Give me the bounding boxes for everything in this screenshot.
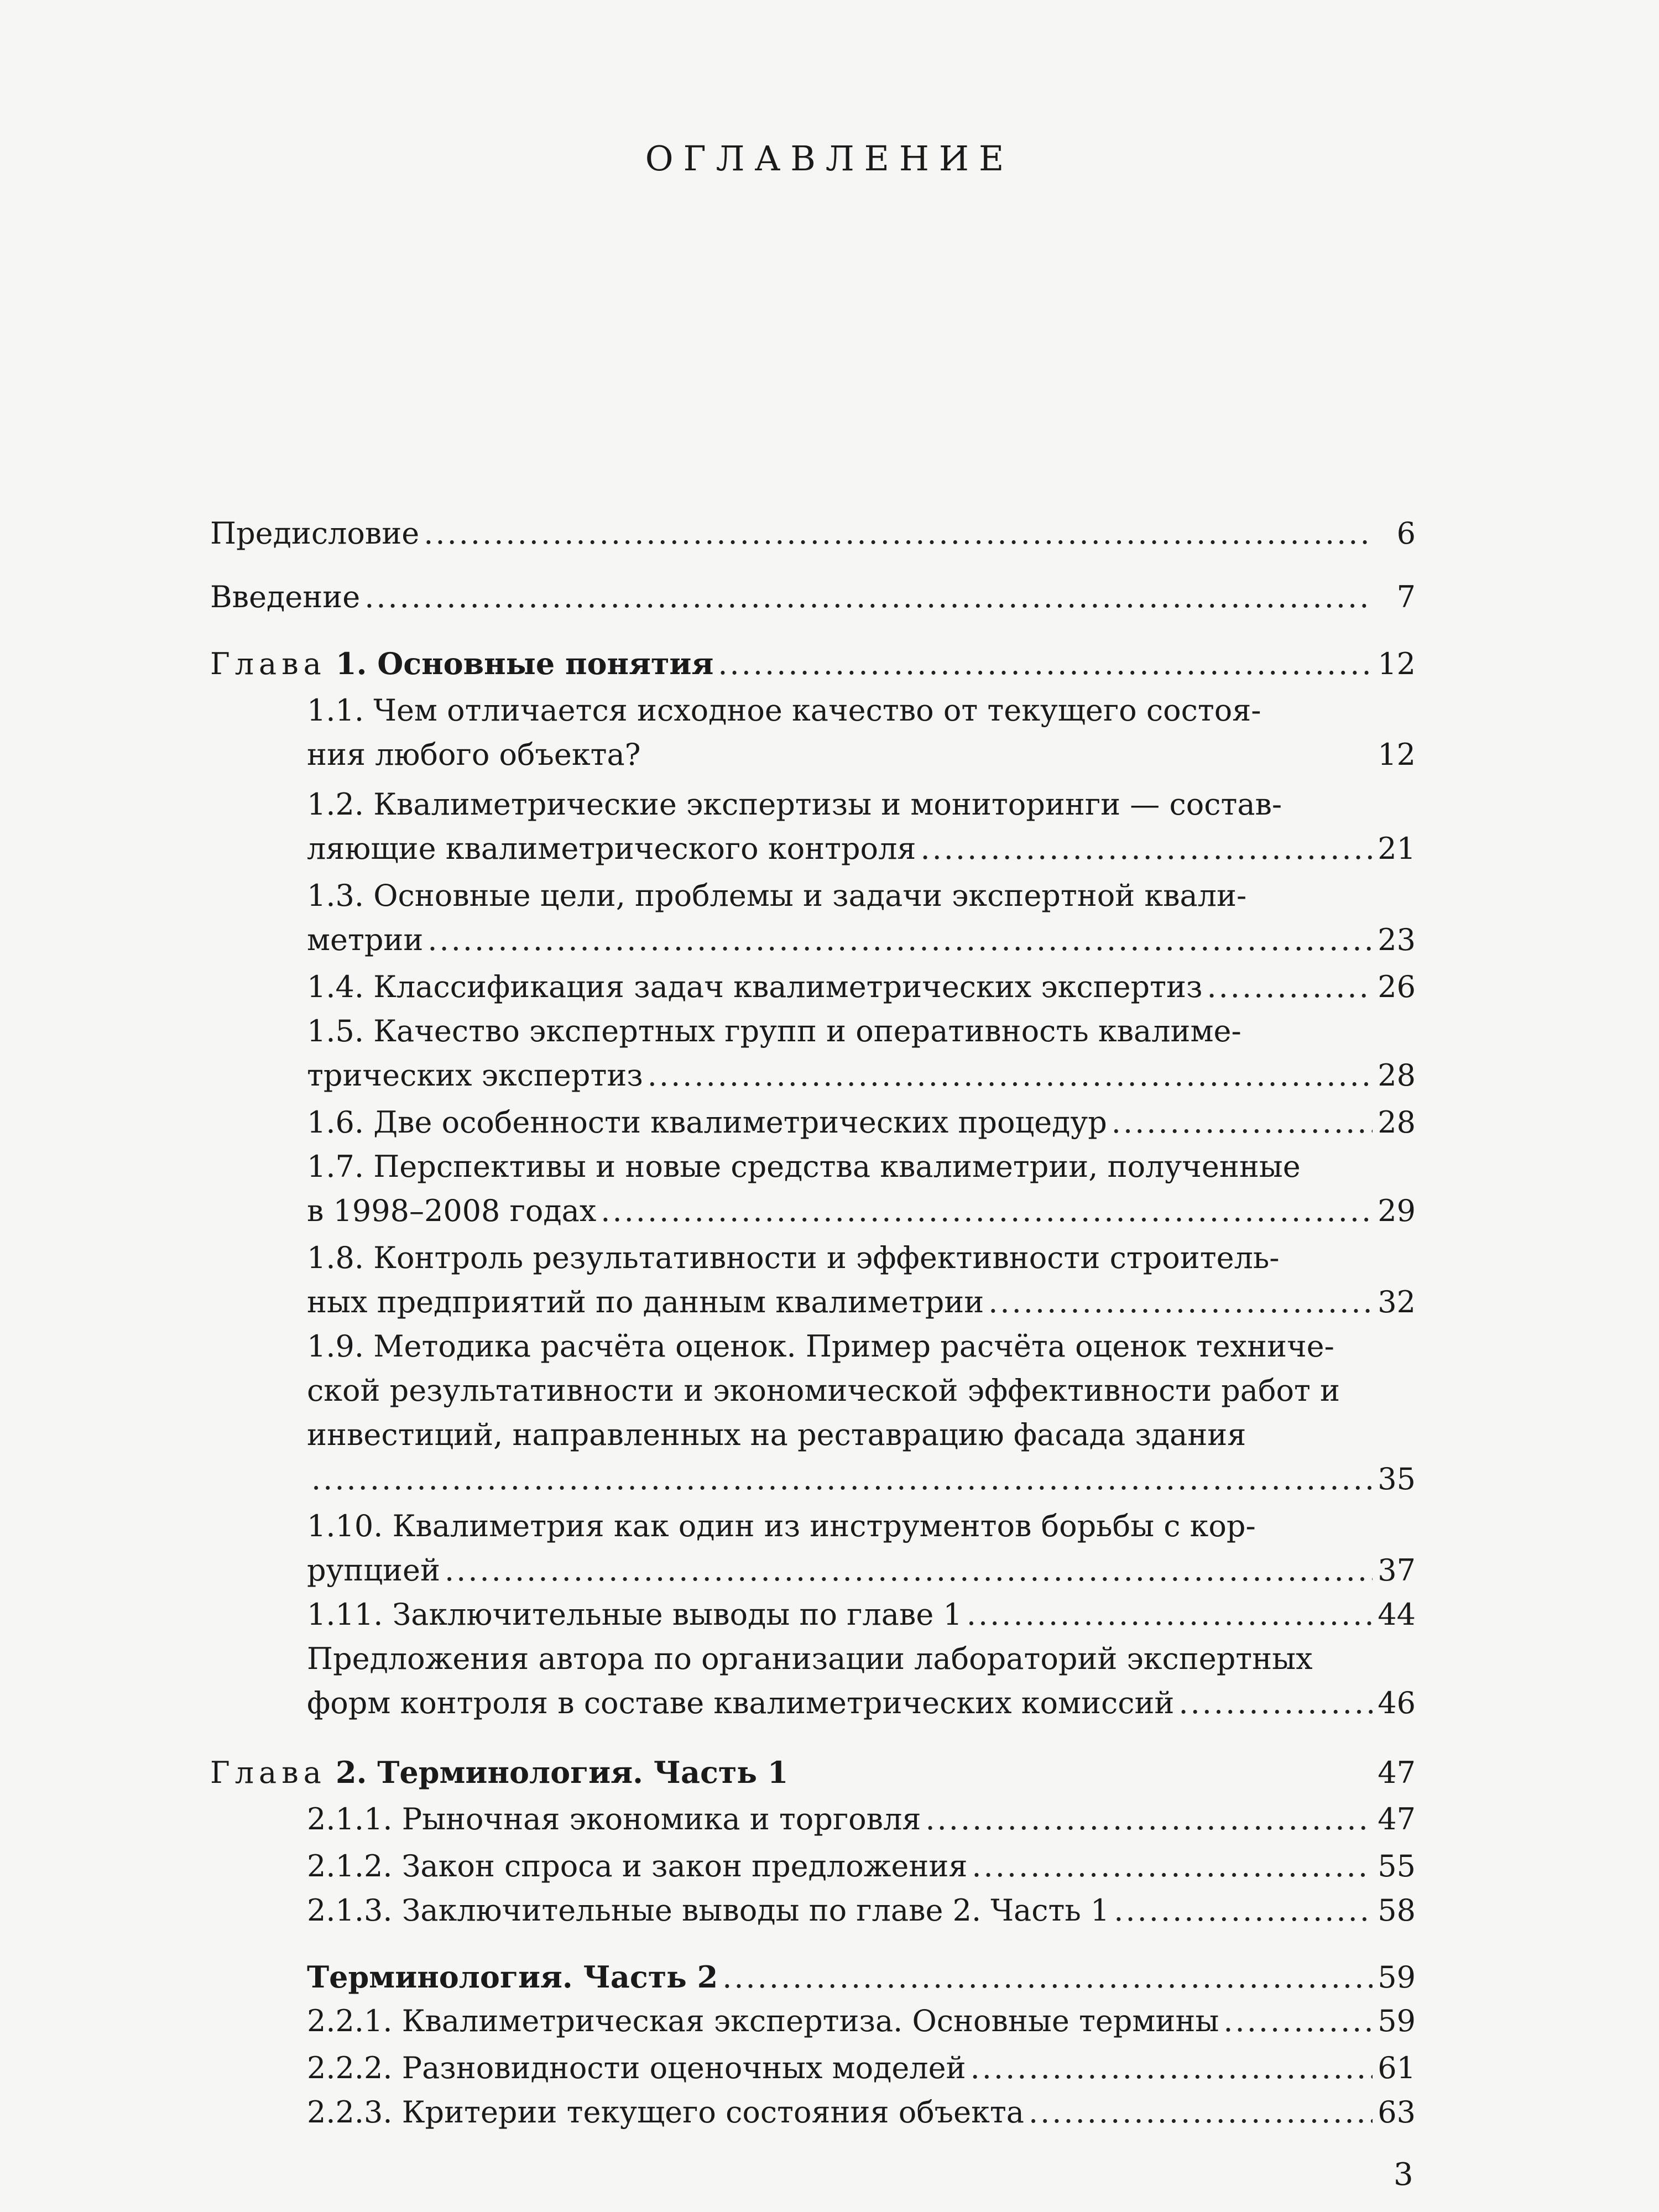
toc-entry-page: 28 [1378,1105,1416,1140]
toc-entry-2-2-2[interactable] [307,2046,1416,2090]
toc-entry-title: трических экспертиз [307,1058,643,1093]
toc-entry-page: 7 [1396,580,1416,614]
toc-entry-title: ния любого объекта? [307,737,641,772]
toc-entry-2-2-1[interactable] [307,1999,1416,2043]
toc-entry-title: 1.6. Две особенности квалиметрических процедур [307,1105,1107,1140]
page-number: 3 [1394,2157,1413,2193]
toc-entry-title: рупцией [307,1553,440,1588]
toc-entry-title: форм контроля в составе квалиметрических комиссий [307,1686,1175,1720]
toc-entry-title: 2.2.1. Квалиметрическая экспертиза. Основные термины [307,2004,1219,2038]
leader-dots [601,1189,1373,1233]
page-title: ОГЛАВЛЕНИЕ [645,138,1014,179]
toc-entry-1-7[interactable] [307,1189,1416,1233]
toc-entry-1-11[interactable] [307,1593,1416,1637]
toc-entry-1-1[interactable] [307,733,1416,777]
leader-dots [920,827,1373,871]
leader-dots [427,918,1373,962]
leader-dots [648,1053,1373,1098]
toc-entry-page: 59 [1378,2004,1416,2038]
toc-entry-page: 29 [1378,1193,1416,1228]
leader-dots [1178,1681,1373,1725]
leader-dots [1207,965,1373,1009]
toc-entry-line: 1.8. Контроль результативности и эффективности строитель- [307,1240,1280,1275]
toc-entry-page: 28 [1378,1058,1416,1093]
toc-entry-preface[interactable] [210,512,1416,556]
toc-entry-title: 2. Терминология. Часть 1 [336,1755,789,1790]
toc-entry-page: 32 [1378,1285,1416,1319]
toc-entry-page: 47 [1378,1755,1416,1790]
toc-chapter-2[interactable] [210,1750,1416,1795]
toc-entry-title: Предисловие [210,516,420,551]
toc-entry-1-8[interactable] [307,1280,1416,1324]
toc-entry-2-1-3[interactable] [307,1888,1416,1933]
toc-entry-1-5[interactable] [307,1053,1416,1098]
toc-entry-author-proposals[interactable] [307,1681,1416,1725]
toc-entry-line: Предложения автора по организации лабораторий экспертных [307,1641,1313,1676]
toc-entry-1-4[interactable] [307,965,1416,1009]
toc-entry-line: 1.10. Квалиметрия как один из инструментов борьбы с кор- [307,1509,1256,1543]
chapter-prefix: Глава [210,646,326,681]
toc-entry-title: в 1998–2008 годах [307,1193,597,1228]
leader-dots [1029,2090,1373,2135]
toc-entry-page: 21 [1378,831,1416,866]
chapter-prefix: Глава [210,1755,326,1790]
toc-entry-line: 1.2. Квалиметрические экспертизы и мониторинги — состав- [307,787,1282,822]
toc-entry-title: ных предприятий по данным квалиметрии [307,1285,984,1319]
toc-entry-title: 2.1.3. Заключительные выводы по главе 2. Часть 1 [307,1893,1110,1928]
toc-entry-1-3[interactable] [307,918,1416,962]
toc-chapter-1[interactable] [210,641,1416,686]
toc-entry-page: 23 [1378,922,1416,957]
toc-entry-1-6[interactable] [307,1100,1416,1145]
leader-dots [311,1457,1373,1501]
leader-dots [971,2046,1373,2090]
toc-entry-line: инвестиций, направленных на реставрацию фасада здания [307,1417,1246,1452]
toc-entry-title: 2.2.2. Разновидности оценочных моделей [307,2051,966,2085]
toc-entry-page: 6 [1396,516,1416,551]
toc-entry-page: 59 [1378,1960,1416,1995]
toc-entry-title: ляющие квалиметрического контроля [307,831,916,866]
toc-entry-page: 37 [1378,1553,1416,1588]
toc-entry-page: 47 [1378,1802,1416,1837]
toc-entry-page: 12 [1378,737,1416,772]
leader-dots [364,575,1373,619]
toc-entry-title: 2.1.1. Рыночная экономика и торговля [307,1802,921,1837]
toc-entry-page: 55 [1378,1849,1416,1884]
toc-entry-2-1-1[interactable] [307,1797,1416,1841]
toc-entry-line: 1.5. Качество экспертных групп и оперативность квалиме- [307,1014,1241,1048]
toc-entry-title: Терминология. Часть 2 [307,1959,718,1995]
leader-dots [424,512,1373,556]
toc-entry-1-9[interactable] [307,1457,1416,1501]
toc-entry-title: 1. Основные понятия [336,646,714,681]
toc-entry-title: Введение [210,580,361,614]
leader-dots [722,1955,1373,2000]
toc-entry-title: 2.1.2. Закон спроса и закон предложения [307,1849,968,1884]
leader-dots [972,1844,1373,1888]
toc-entry-page: 58 [1378,1893,1416,1928]
toc-entry-title: 1.4. Классификация задач квалиметрических экспертиз [307,969,1203,1004]
toc-entry-2-1-2[interactable] [307,1844,1416,1888]
toc-terminology-part-2[interactable] [307,1955,1416,2000]
leader-dots [988,1280,1373,1324]
toc-entry-line: ской результативности и экономической эффективности работ и [307,1373,1340,1408]
toc-entry-page: 12 [1378,646,1416,681]
toc-entry-page: 44 [1378,1597,1416,1632]
leader-dots [718,642,1373,686]
toc-entry-title: 1.11. Заключительные выводы по главе 1 [307,1597,962,1632]
toc-entry-page: 46 [1378,1686,1416,1720]
leader-dots [967,1593,1373,1637]
toc-entry-page: 26 [1378,969,1416,1004]
leader-dots [445,1548,1373,1593]
toc-entry-page: 63 [1378,2095,1416,2130]
toc-entry-title: 2.2.3. Критерии текущего состояния объекта [307,2095,1024,2130]
toc-entry-line: 1.1. Чем отличается исходное качество от текущего состоя- [307,693,1261,728]
toc-entry-1-10[interactable] [307,1548,1416,1593]
toc-entry-line: 1.7. Перспективы и новые средства квалиметрии, полученные [307,1149,1301,1184]
toc-entry-introduction[interactable] [210,575,1416,619]
toc-entry-page: 61 [1378,2051,1416,2085]
toc-entry-line: 1.9. Методика расчёта оценок. Пример расчёта оценок техниче- [307,1329,1334,1364]
toc-entry-title: метрии [307,922,424,957]
leader-dots [925,1797,1373,1841]
leader-dots [1223,1999,1373,2043]
leader-dots [1112,1100,1373,1145]
toc-entry-line: 1.3. Основные цели, проблемы и задачи экспертной квали- [307,878,1247,913]
toc-entry-1-2[interactable] [307,827,1416,871]
toc-entry-2-2-3[interactable] [307,2090,1416,2135]
toc-entry-page: 35 [1378,1462,1416,1496]
leader-dots [1114,1888,1373,1933]
